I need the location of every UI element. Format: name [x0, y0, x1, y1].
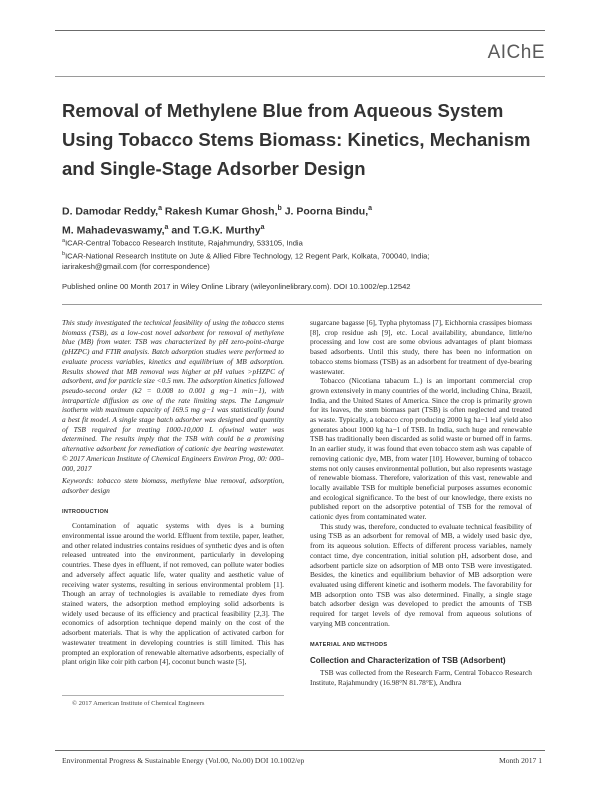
- publication-info: Published online 00 Month 2017 in Wiley Online Library (wileyonlinelibrary.com). DOI 10.1002/ep.12542: [62, 282, 411, 291]
- body-paragraph: sugarcane bagasse [6], Typha phytomass [7], Eichhornia crassipes biomass [8], crop residue ash [9], etc. Local availability, abundance, little/no processing and low cost are some obvious advantages of plant biomass based adsorbents. Until this study, there has been no information on tobacco stems biomass (TSB) as an adsorbent for treatment of dye-bearing wastewater.: [310, 318, 532, 376]
- header-divider: [55, 76, 545, 77]
- publisher-logo: AIChE: [487, 42, 545, 63]
- footnote-divider: [62, 695, 284, 696]
- top-rule: [55, 30, 545, 31]
- author-name: J. Poorna Bindu,: [281, 205, 369, 218]
- running-footer-page: Month 2017 1: [498, 756, 542, 765]
- author-list: [62, 201, 542, 238]
- section-divider: [62, 304, 542, 305]
- affiliation-b: [62, 249, 542, 262]
- body-paragraph: Tobacco (Nicotiana tabacum L.) is an important commercial crop grown extensively in many countries of the world, including China, Brazil, India, and the United States of America. Since the crop is primarily grown for its leaves, the stem biomass part (TSB) is often neglected and treated as waste. Typically, a tobacco crop producing 2000 kg ha−1 leaf yield also generates about 1000 kg ha−1 of TSB. In India, such huge and renewable TSB has traditionally been discarded as solid waste or burned off in farms. In an earlier study, it was found that even tobacco stem ash was capable of removing cationic dye, MB, from water [10]. However, burning of tobacco stems not only causes environmental pollution, but also represents wastage of renewable biomass. Therefore, valorization of this vast, renewable and locally available TSB for multiple beneficial purposes assumes economic and ecological significance. To the best of our knowledge, there exists no published report on the adsorptive potential of TSB for the removal of cationic dyes from contaminated water.: [310, 376, 532, 522]
- author-name: M. Mahadevaswamy,: [62, 224, 165, 236]
- affiliation-marker: a: [62, 238, 66, 244]
- affiliation-marker: b: [277, 205, 282, 212]
- author-line-1: [62, 201, 542, 220]
- methods-heading: MATERIAL AND METHODS: [310, 641, 388, 648]
- introduction-paragraph: Contamination of aquatic systems with dyes is a burning environmental issue around the world. Effluent from textile, paper, leather, and other related industries contains residues of synthetic dyes and is often released untreated into the environment, particularly in developing countries. These dyes in effluent, if not removed, can pollute water bodies and adversely affect aquatic life, water quality and aesthetic value of receiving water systems, resulting in serious environmental problem [1]. Though an array of technologies is available to remediate dyes from stained waters, the adsorption method employing solid adsorbents is widely used because of its efficiency and practical feasibility [2,3]. The economics of adsorption technique depend mainly on the cost of the adsorbent materials. That is why the application of activated carbon for wastewater treatment in developing countries is still limited. This has prompted an exploration of renewable alternative adsorbents, especially of plant origin like coir pith carbon [4], coconut bunch waste [5],: [62, 521, 284, 667]
- affiliation-text: ICAR-Central Tobacco Research Institute, Rajahmundry, 533105, India: [65, 238, 303, 248]
- abstract: This study investigated the technical feasibility of using the tobacco stems biomass (TSB), as a low-cost novel adsorbent for removal of methylene blue (MB) from water. TSB was characterized by pH zero-point-charge (pHZPC) and FTIR analysis. Batch adsorption studies were performed to evaluate process variables, kinetics and equilibrium of MB adsorption. Results showed that MB removal was higher at pH values >pHZPC of adsorbent, and for particle size <0.5 mm. The adsorption kinetics followed pseudo-second order (k2 = 0.008 to 0.001 g mg−1 min−1), with intraparticle diffusion as one of the rate limiting steps. The Langmuir isotherm with maximum capacity of 169.5 mg g−1 was statistically found a best fit model. A single stage batch adsorber was designed and quantity of TSB required for treating 1000-10,000 L ofswinal water was determined. The results imply that the TSB with could be a promising alternative adsorbent for remediation of cationic dye bearing wastewater. © 2017 American Institute of Chemical Engineers Environ Prog, 00: 000–000, 2017: [62, 318, 284, 473]
- affiliation-marker: b: [62, 250, 66, 257]
- author-name: and T.G.K. Murthy: [168, 224, 261, 236]
- author-name: D. Damodar Reddy,: [62, 205, 159, 218]
- affiliation-marker: a: [260, 223, 265, 231]
- right-column: [310, 318, 532, 687]
- copyright-notice: © 2017 American Institute of Chemical Engineers: [72, 700, 205, 707]
- left-column: [62, 318, 284, 667]
- affiliation-text: ICAR-National Research Institute on Jute & Allied Fibre Technology, 12 Regent Park, Kolkata, 700040, India;: [65, 251, 430, 261]
- affiliation-marker: a: [158, 205, 162, 212]
- subsection-heading: Collection and Characterization of TSB (Adsorbent): [310, 656, 506, 666]
- body-paragraph: This study was, therefore, conducted to evaluate technical feasibility of using TSB as an adsorbent for removal of MB, a widely used basic dye, from its aqueous solution. Effects of different process variables, namely contact time, dye concentration, initial solution pH, adsorbent dose, and adsorbent particle size on adsorption of MB onto TSB were investigated. Besides, the kinetics and equilibrium behavior of MB adsorption were evaluated using different kinetic and isotherm models. The favorability for MB adsorption onto TSB was also determined. Finally, a single stage batch adsorber design was developed to predict the amounts of TSB required for target levels of dye removal from aqueous solutions of varying MB concentration.: [310, 521, 532, 628]
- body-paragraph: TSB was collected from the Research Farm, Central Tobacco Research Institute, Rajahmundry (16.98°N 81.78°E), Andhra: [310, 667, 532, 687]
- keywords: Keywords: tobacco stem biomass, methylene blue removal, adsorption, adsorber design: [62, 476, 284, 495]
- footer-rule: [55, 750, 545, 751]
- affiliations: [62, 236, 542, 273]
- article-title: Removal of Methylene Blue from Aqueous System Using Tobacco Stems Biomass: Kinetics, Mechanism and Single-Stage Adsorber Design: [62, 100, 531, 179]
- affiliation-marker: a: [368, 205, 373, 212]
- running-footer-journal: Environmental Progress & Sustainable Energy (Vol.00, No.00) DOI 10.1002/ep: [62, 756, 305, 765]
- affiliation-a: [62, 236, 542, 249]
- affiliation-marker: a: [164, 223, 169, 231]
- correspondence-email[interactable]: iarirakesh@gmail.com (for correspondence): [62, 262, 210, 272]
- author-name: Rakesh Kumar Ghosh,: [161, 205, 278, 218]
- introduction-heading: INTRODUCTION: [62, 508, 109, 515]
